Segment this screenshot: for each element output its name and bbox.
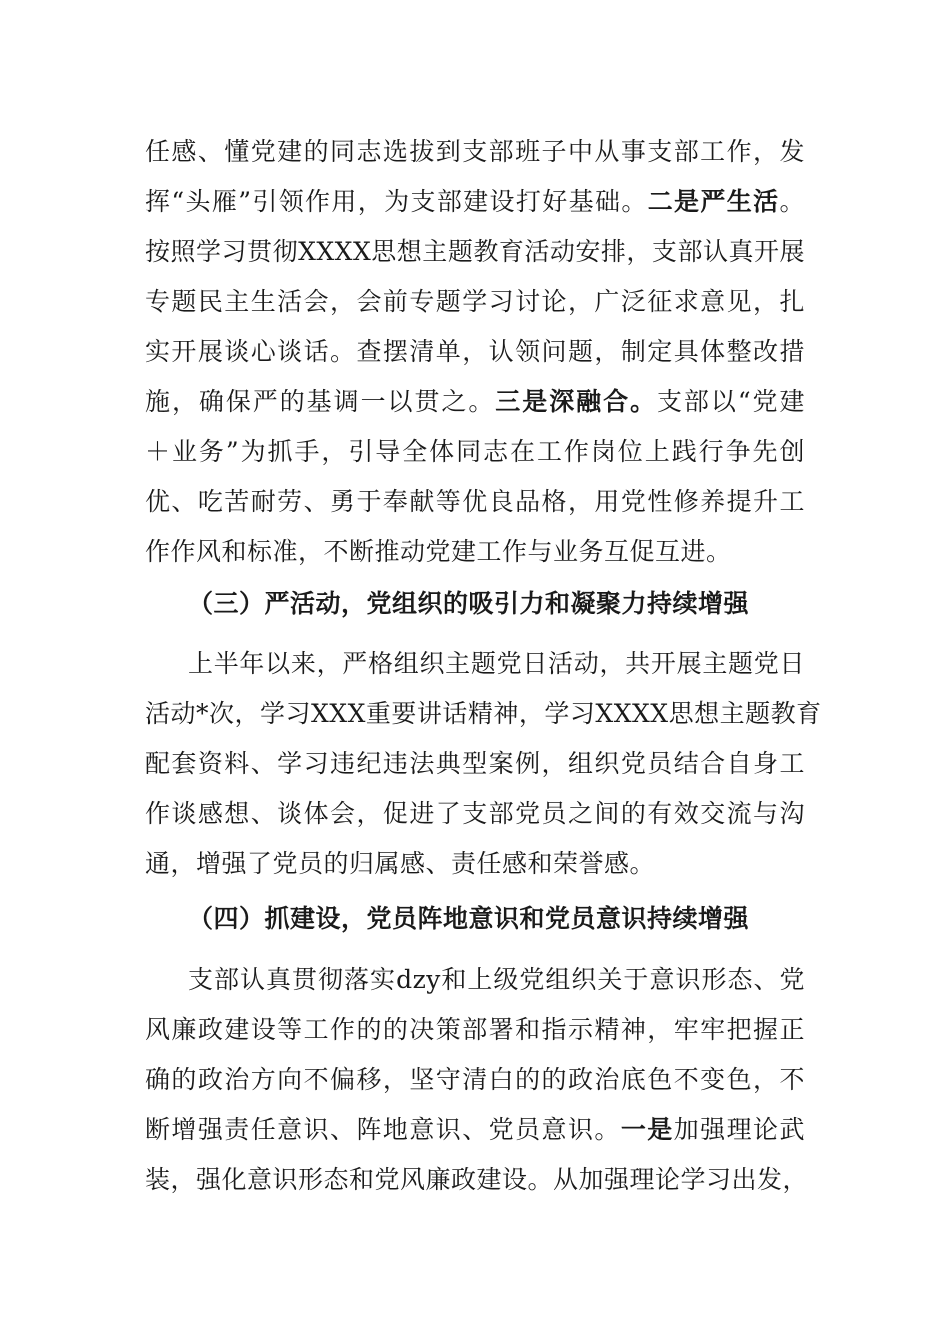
paragraph-line: 上半年以来，严格组织主题党日活动，共开展主题党日 (188, 649, 805, 678)
paragraph-line: 支部认真贯彻落实dzy和上级党组织关于意识形态、党 (188, 965, 805, 994)
bold-keyword: 二是严生活 (647, 187, 780, 216)
paragraph-line: 配套资料、学习违纪违法典型案例，组织党员结合自身工 (145, 749, 805, 778)
text-run: 断增强责任意识、阵地意识、党员意识。 (145, 1115, 621, 1144)
paragraph-line: 作谈感想、谈体会，促进了支部党员之间的有效交流与沟 (145, 799, 805, 828)
text-run: 施，确保严的基调一以贯之。 (145, 387, 496, 416)
paragraph-line: 确的政治方向不偏移，坚守清白的的政治底色不变色，不 (145, 1065, 805, 1094)
paragraph-line: 优、吃苦耐劳、勇于奉献等优良品格，用党性修养提升工 (145, 487, 805, 516)
paragraph-line: 作作风和标准，不断推动党建工作与业务互促互进。 (145, 537, 732, 566)
bold-keyword: 三是深融合。 (495, 387, 657, 416)
bold-keyword: 一是 (620, 1115, 674, 1144)
paragraph-line: 按照学习贯彻XXXX思想主题教育活动安排，支部认真开展 (145, 237, 805, 266)
text-run: 加强理论武 (673, 1115, 805, 1144)
paragraph-line (145, 382, 805, 422)
paragraph-line: ＋业务”为抓手，引导全体同志在工作岗位上践行争先创 (145, 437, 805, 466)
paragraph-line: 专题民主生活会，会前专题学习讨论，广泛征求意见，扎 (145, 287, 805, 316)
paragraph-line (145, 182, 805, 222)
text-run: 挥“头雁”引领作用，为支部建设打好基础。 (145, 187, 648, 216)
paragraph-line: 实开展谈心谈话。查摆清单，认领问题，制定具体整改措 (145, 337, 805, 366)
paragraph-line: 风廉政建设等工作的的决策部署和指示精神，牢牢把握正 (145, 1015, 805, 1044)
section-heading-4: （四）抓建设，党员阵地意识和党员意识持续增强 (188, 904, 750, 933)
paragraph-line (145, 1110, 805, 1150)
text-run: 支部以“党建 (656, 387, 805, 416)
paragraph-line: 通，增强了党员的归属感、责任感和荣誉感。 (145, 849, 656, 878)
paragraph-line: 装，强化意识形态和党风廉政建设。从加强理论学习出发， (145, 1165, 809, 1194)
paragraph-line: 活动*次，学习XXX重要讲话精神，学习XXXX思想主题教育 (145, 699, 822, 728)
text-run: 。 (779, 187, 805, 216)
section-heading-3: （三）严活动，党组织的吸引力和凝聚力持续增强 (188, 589, 750, 618)
paragraph-line: 任感、懂党建的同志选拔到支部班子中从事支部工作，发 (145, 137, 805, 166)
